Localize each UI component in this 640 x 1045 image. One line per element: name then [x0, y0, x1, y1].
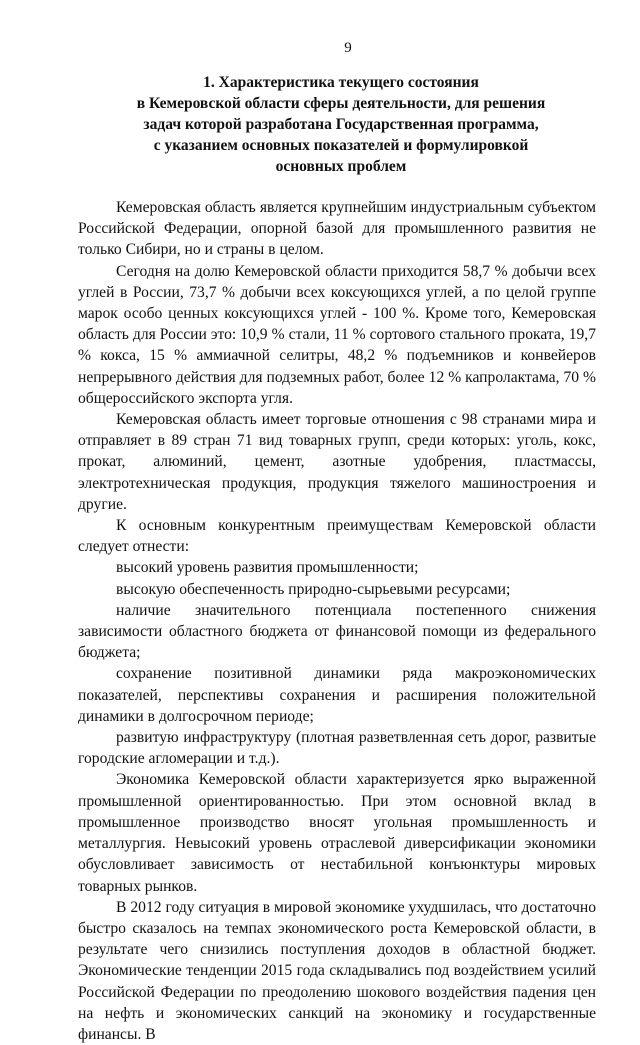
paragraph-trade: Кемеровская область имеет торговые отношения с 98 странами мира и отправляет в 89 стран 71 вид товарных групп, среди которых: уголь, кокс, прокат, алюминий, цемент, азотные удобрения, пластмассы, электротехническая продукция, продукция тяжелого машиностроения и другие.: [78, 411, 596, 513]
paragraph-2012-situation: В 2012 году ситуация в мировой экономике ухудшилась, что достаточно быстро сказалось на темпах экономического роста Кемеровской области, в результате чего снизились поступления доходов в областной бюджет. Экономические тенденции 2015 года складывались под воздействием усилий Российской Федерации по преодолению шокового воздействия падения цен на нефть и экономических санкций на экономику и государственные финансы. В: [78, 898, 596, 1043]
heading-line: с указанием основных показателей и формулировкой: [153, 137, 529, 154]
heading-line: 1. Характеристика текущего состояния: [203, 74, 479, 91]
list-item-advantage: высокий уровень развития промышленности;: [116, 559, 419, 577]
heading-line: основных проблем: [275, 158, 407, 175]
body-text: [78, 197, 596, 1045]
paragraph-advantages-intro: К основным конкурентным преимуществам Кемеровской области следует отнести:: [78, 517, 596, 556]
page-number: 9: [344, 40, 352, 56]
heading-line: в Кемеровской области сферы деятельности, для решения: [136, 95, 546, 112]
list-item-advantage: высокую обеспеченность природно-сырьевыми ресурсами;: [116, 580, 511, 598]
list-item-advantage: сохранение позитивной динамики ряда макроэкономических показателей, перспективы сохранения и расширения положительной динамики в долгосрочном периоде;: [78, 665, 596, 725]
heading-line: задач которой разработана Государственная программа,: [143, 116, 539, 133]
paragraph-intro: Кемеровская область является крупнейшим индустриальным субъектом Российской Федерации, опорной базой для промышленного развития не только Сибири, но и страны в целом.: [78, 199, 596, 259]
paragraph-economy: Экономика Кемеровской области характеризуется ярко выраженной промышленной ориентированностью. При этом основной вклад в промышленное производство вносят угольная промышленность и металлургия. Невысокий уровень отраслевой диверсификации экономики обусловливает зависимость от нестабильной конъюнктуры мировых товарных рынков.: [78, 771, 596, 895]
list-item-advantage: развитую инфраструктуру (плотная разветвленная сеть дорог, развитые городские агломерации и т.д.).: [78, 729, 596, 768]
paragraph-production-share: Сегодня на долю Кемеровской области приходится 58,7 % добычи всех углей в России, 73,7 % добычи всех коксующихся углей, а по целой группе марок особо ценных коксующихся углей - 100 %. Кроме того, Кемеровская область для России это: 10,9 % стали, 11 % сортового стального проката, 19,7 % кокса, 15 % аммиачной селитры, 48,2 % подъемников и конвейеров непрерывного действия для подземных работ, более 12 % капролактама, 70 % общероссийского экспорта угля.: [78, 262, 596, 407]
section-heading: [78, 72, 596, 177]
list-item-advantage: наличие значительного потенциала постепенного снижения зависимости областного бюджета от финансовой помощи из федерального бюджета;: [78, 601, 596, 662]
